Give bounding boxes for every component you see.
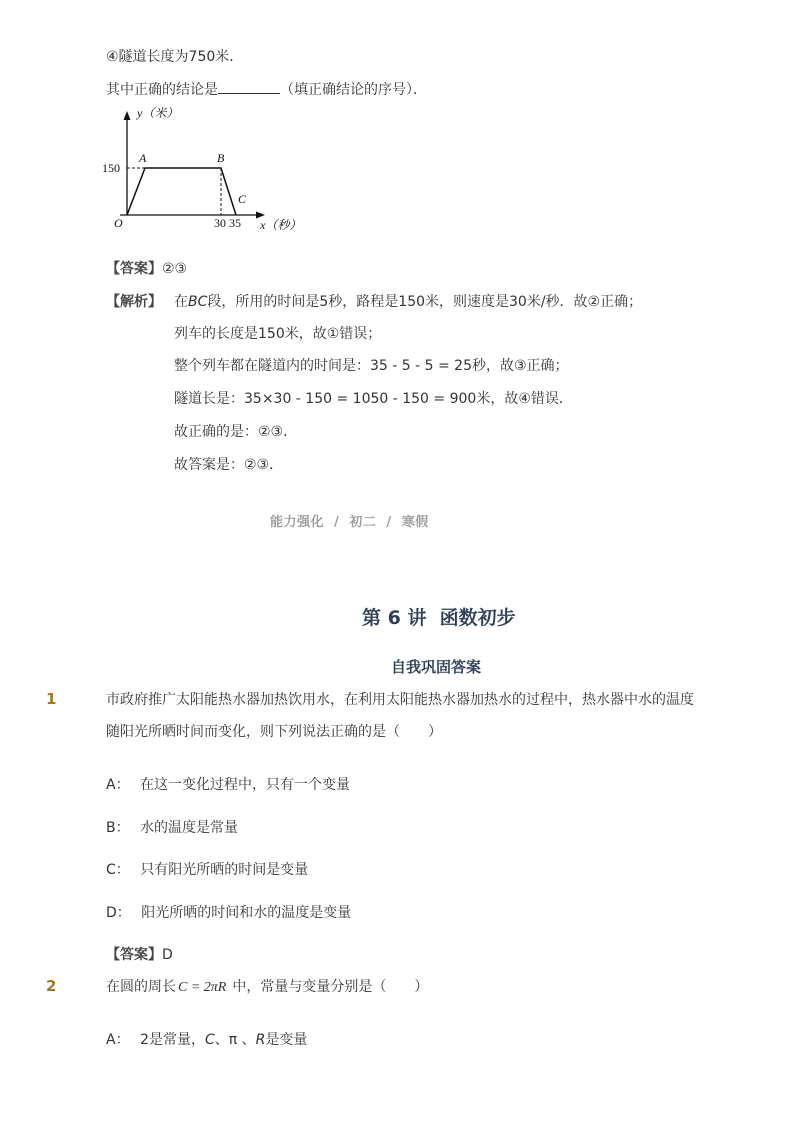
option-text-mid: 、π 、	[214, 1032, 256, 1048]
answer-value: D	[162, 947, 173, 963]
page-footer: 能力强化 / 初二 / 寒假	[270, 515, 429, 530]
option-var-r: R	[255, 1032, 266, 1048]
answer-tag: 【答案】	[106, 261, 162, 277]
analysis-line-4: 隧道长是：35×30 - 150 = 1050 - 150 = 900米，故④错误．	[174, 391, 573, 407]
point-c: C	[238, 192, 247, 206]
distance-time-graph	[100, 103, 305, 233]
analysis-l1-pre: 在	[174, 294, 188, 310]
answer-value: ②③	[162, 261, 188, 277]
y-axis-arrow	[124, 111, 131, 120]
option-var-c: C	[204, 1032, 215, 1048]
option-text: 在这一变化过程中，只有一个变量	[140, 777, 351, 793]
option-text: 阳光所晒的时间和水的温度是变量	[141, 905, 352, 921]
analysis-line-2: 列车的长度是150米，故①错误；	[174, 326, 382, 342]
y-axis-label: y（米）	[137, 106, 179, 120]
q1-option-a	[106, 775, 350, 795]
answer-tag: 【答案】	[106, 947, 162, 963]
analysis-line-3: 整个列车都在隧道内的时间是：35 - 5 - 5 = 25秒，故③正确；	[174, 358, 569, 374]
q1-option-b	[106, 818, 238, 838]
point-a: A	[139, 151, 147, 165]
option-key: C：	[106, 862, 130, 878]
origin-label: O	[114, 216, 123, 230]
fill-blank-prompt	[106, 79, 427, 100]
point-b: B	[217, 151, 225, 165]
question-number-2: 2	[46, 977, 57, 995]
option-key: D：	[106, 905, 131, 921]
option-key: A：	[106, 1032, 130, 1048]
analysis-line-5: 故正确的是：②③．	[174, 424, 298, 440]
q2-option-a	[106, 1030, 307, 1050]
x-ticks: 30 35	[214, 216, 241, 230]
analysis-line-6: 故答案是：②③．	[174, 457, 284, 473]
analysis-tag: 【解析】	[106, 294, 162, 310]
question-number-1: 1	[46, 690, 57, 708]
prompt-prefix: 其中正确的结论是	[106, 82, 218, 98]
y-tick-150: 150	[102, 161, 120, 175]
q2-text-pre: 在圆的周长	[106, 979, 176, 995]
item-4: ④隧道长度为750米．	[106, 49, 244, 65]
section-subtitle: 自我巩固答案	[391, 658, 482, 676]
option-text: 水的温度是常量	[140, 820, 239, 836]
graph-polyline	[127, 168, 236, 215]
q2-stem	[106, 977, 428, 998]
option-key: B：	[106, 820, 130, 836]
x-axis-label: x（秒）	[260, 218, 302, 232]
prev-answer	[106, 259, 187, 279]
q2-text-post: 中，常量与变量分别是（ ）	[232, 979, 429, 995]
q1-answer	[106, 945, 173, 965]
option-text-post: 是变量	[265, 1032, 308, 1048]
q1-line-1: 市政府推广太阳能热水器加热饮用水，在利用太阳能热水器加热水的过程中，热水器中水的温度	[106, 692, 694, 708]
q1-line-2: 随阳光所晒时间而变化，则下列说法正确的是（ ）	[106, 724, 442, 740]
q2-formula: C = 2πR	[178, 980, 227, 995]
prompt-suffix: （填正确结论的序号）．	[280, 82, 427, 98]
option-text: 只有阳光所晒的时间是变量	[140, 862, 309, 878]
analysis-line-1	[174, 292, 642, 312]
lesson-title: 第 6 讲 函数初步	[362, 607, 516, 629]
option-key: A：	[106, 777, 130, 793]
option-text-pre: 2是常量，	[140, 1032, 205, 1048]
analysis-l1-bc: BC	[188, 294, 208, 310]
q1-option-d	[106, 903, 351, 923]
blank-line	[218, 79, 280, 94]
analysis-l1-post: 段，所用的时间是5秒，路程是150米，则速度是30米/秒．故②正确；	[207, 294, 643, 310]
q1-option-c	[106, 860, 308, 880]
